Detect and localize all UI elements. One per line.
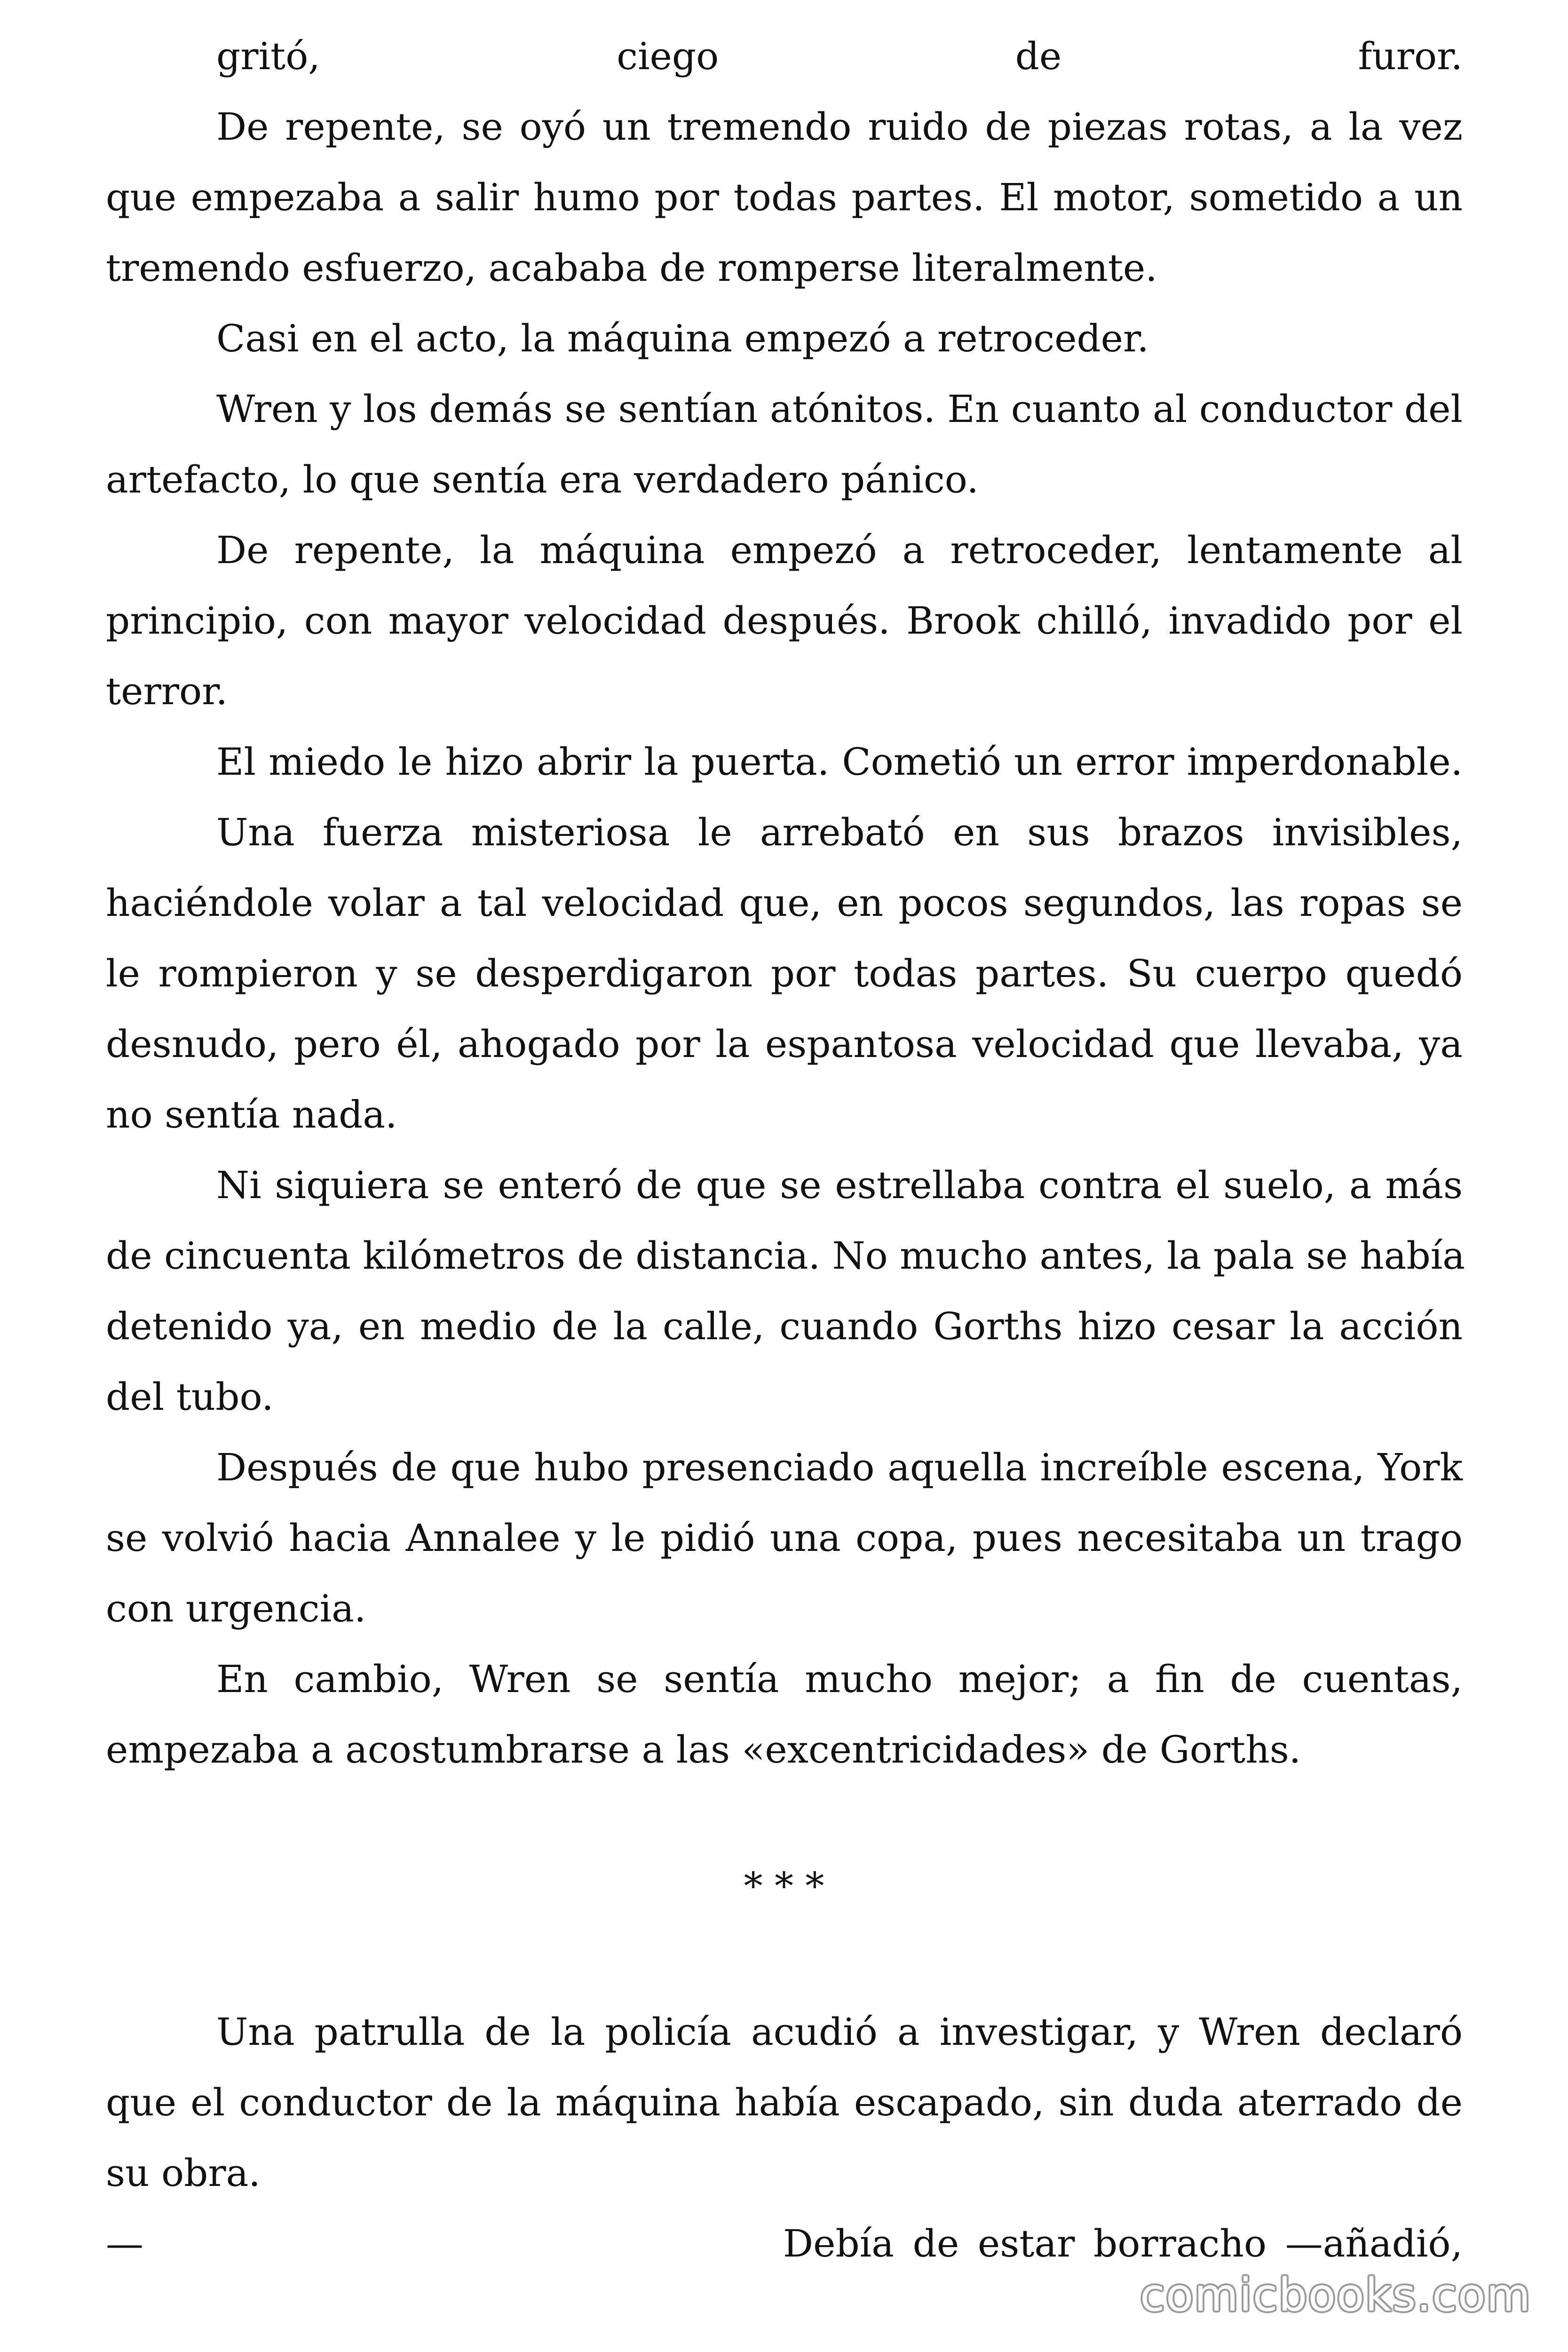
text-line: del tubo.	[106, 1375, 274, 1419]
text-line: En cambio, Wren se sentía mucho mejor; a fin de cuentas,	[216, 1657, 1463, 1701]
text-line: su obra.	[106, 2151, 261, 2195]
text-line: se volvió hacia Annalee y le pidió una copa, pues necesitaba un trago	[106, 1516, 1463, 1560]
text-line: De repente, la máquina empezó a retroceder, lentamente al	[216, 528, 1463, 572]
text-line: no sentía nada.	[106, 1093, 397, 1136]
watermark: comicbooks.com	[1140, 2269, 1531, 2321]
text-line: detenido ya, en medio de la calle, cuando Gorths hizo cesar la acción	[106, 1304, 1463, 1348]
text-line: Una patrulla de la policía acudió a investigar, y Wren declaró	[216, 2010, 1463, 2054]
section-break: * * *	[744, 1864, 824, 1908]
text-line: tremendo esfuerzo, acababa de romperse literalmente.	[106, 246, 1157, 290]
text-line: haciéndole volar a tal velocidad que, en pocos segundos, las ropas se	[106, 881, 1463, 925]
text-line: Wren y los demás se sentían atónitos. En cuanto al conductor del	[216, 387, 1463, 431]
text-line: gritó, ciego de furor.	[216, 34, 1463, 78]
text-line: que empezaba a salir humo por todas partes. El motor, sometido a un	[106, 175, 1463, 219]
text-line: con urgencia.	[106, 1587, 366, 1630]
text-line: El miedo le hizo abrir la puerta. Cometió un error imperdonable.	[216, 740, 1463, 784]
text-line: empezaba a acostumbrarse a las «excentricidades» de Gorths.	[106, 1728, 1301, 1772]
text-line: Una fuerza misteriosa le arrebató en sus brazos invisibles,	[216, 810, 1463, 854]
text-line: Después de que hubo presenciado aquella increíble escena, York	[216, 1446, 1463, 1489]
text-line: Casi en el acto, la máquina empezó a retroceder.	[216, 317, 1149, 360]
text-line: principio, con mayor velocidad después. Brook chilló, invadido por el	[106, 599, 1463, 643]
text-line: terror.	[106, 669, 228, 713]
text-line: De repente, se oyó un tremendo ruido de piezas rotas, a la vez	[216, 105, 1463, 149]
text-line: de cincuenta kilómetros de distancia. No mucho antes, la pala se había	[106, 1234, 1465, 1278]
text-line: le rompieron y se desperdigaron por todas partes. Su cuerpo quedó	[106, 952, 1463, 995]
text-line: artefacto, lo que sentía era verdadero pánico.	[106, 458, 979, 501]
text-line: Debía de estar borracho —añadió,	[783, 2222, 1463, 2265]
dialogue-dash: —	[106, 2222, 143, 2265]
text-line: que el conductor de la máquina había escapado, sin duda aterrado de	[106, 2081, 1463, 2124]
text-line: desnudo, pero él, ahogado por la espantosa velocidad que llevaba, ya	[106, 1022, 1463, 1066]
text-line: Ni siquiera se enteró de que se estrellaba contra el suelo, a más	[216, 1163, 1463, 1207]
